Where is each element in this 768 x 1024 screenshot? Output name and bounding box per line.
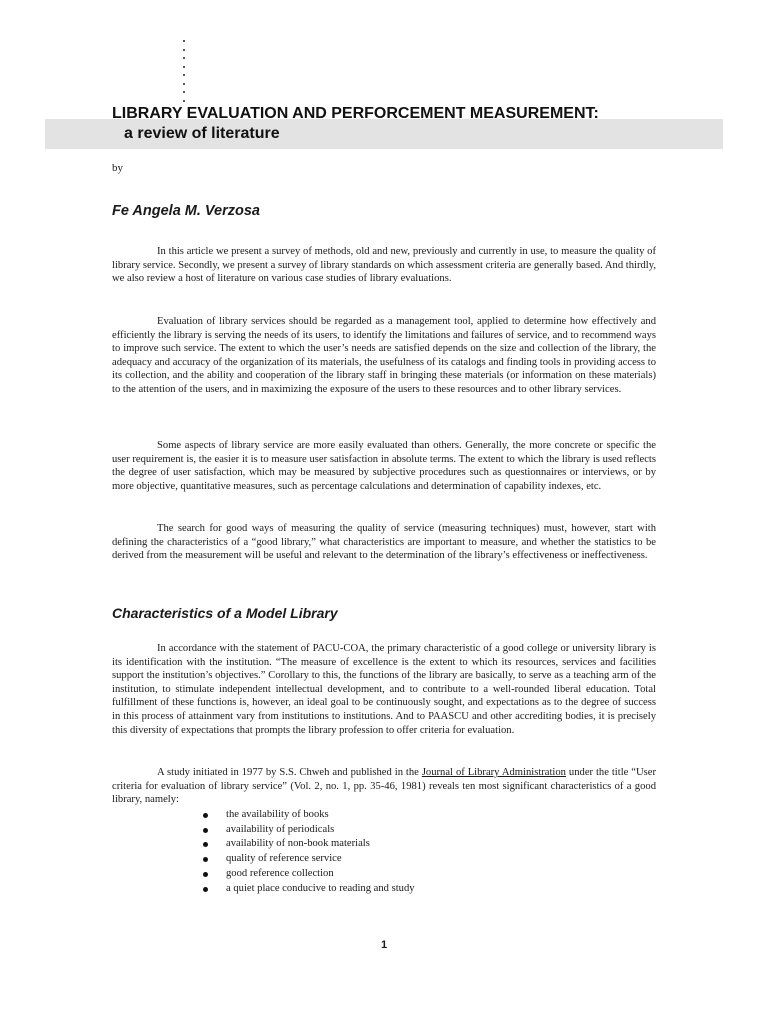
study-text-before: A study initiated in 1977 by S.S. Chweh and published in the xyxy=(157,767,422,778)
pacu-coa-paragraph: In accordance with the statement of PACU-COA, the primary characteristic of a good college or university library is its identification with the institution. “The measure of excellence is the extent to which its resources, services and facilities support the institution’s objectives.” Corollary to this, the functions of the library are basically, to serve as a teaching arm of the institution, to stimulate independent intellectual development, and to contribute to a well-rounded liberal education. Total fulfillment of these functions is, however, an ideal goal to be continuously sought, and expectations as to the degree of success in this process of attainment vary from institutions to institutions. And to PAASCU and other accrediting bodies, it is precisely this diversity of expectations that prompts the library profession to offer criteria for evaluation. xyxy=(112,643,656,736)
list-item: the availability of books xyxy=(203,808,415,823)
list-item: good reference collection xyxy=(203,867,415,882)
document-title xyxy=(112,104,599,144)
evaluation-paragraph: Evaluation of library services should be regarded as a management tool, applied to determine how effectively and efficiently the library is serving the needs of its users, to identify the limitations and failures of service, and to recommend ways to improve such service. The extent to which the user’s needs are satisfied depends on the size and collection of the library, the adequacy and accuracy of the organization of its materials, the usefulness of its catalogs and finding tools in providing access to its collection, and the ability and cooperation of the library staff in bringing these materials (or information on these materials) to the attention of the users, and in maximizing the exposure of the users to these resources and to other library services. xyxy=(112,316,656,395)
journal-title: Journal of Library Administration xyxy=(421,767,566,778)
list-item: quality of reference service xyxy=(203,852,415,867)
title-line-1: LIBRARY EVALUATION AND PERFORCEMENT MEASUREMENT: xyxy=(112,105,599,122)
characteristics-list xyxy=(203,808,415,896)
list-item: a quiet place conducive to reading and study xyxy=(203,882,415,897)
decorative-dot-column xyxy=(183,40,187,102)
page-number: 1 xyxy=(380,939,388,951)
intro-paragraph: In this article we present a survey of methods, old and new, previously and currently in use, to measure the quality of library service. Secondly, we present a survey of library standards on which assessment criteria are generally based. And thirdly, we also review a host of literature on various case studies of library evaluations. xyxy=(112,246,656,285)
byline: by xyxy=(112,162,123,174)
list-item: availability of non-book materials xyxy=(203,837,415,852)
study-paragraph xyxy=(112,766,656,807)
aspects-paragraph: Some aspects of library service are more easily evaluated than others. Generally, the more concrete or specific the user requirement is, the easier it is to measure user satisfaction in absolute terms. The extent to which the library is used reflects the degree of user satisfaction, which may be measured by subjective procedures such as questionnaires or interviews, or by more objective, quantitative measures, such as percentage calculations and determination of capability indexes, etc. xyxy=(112,440,656,492)
author-name: Fe Angela M. Verzosa xyxy=(112,203,260,219)
study-text-after: under the title “User criteria for evaluation of library service” (Vol. 2, no. 1, pp. 35-46, 1981) reveals ten most significant characteristics of a good library, namely: xyxy=(112,767,656,806)
search-paragraph: The search for good ways of measuring the quality of service (measuring techniques) must, however, start with defining the characteristics of a “good library,” what characteristics are important to measure, and whether the statistics to be derived from the measurement will be useful and relevant to the determination of the library’s effectiveness or ineffectiveness. xyxy=(112,523,656,562)
list-item: availability of periodicals xyxy=(203,823,415,838)
section-heading: Characteristics of a Model Library xyxy=(112,605,338,621)
title-line-2: a review of literature xyxy=(124,125,280,142)
